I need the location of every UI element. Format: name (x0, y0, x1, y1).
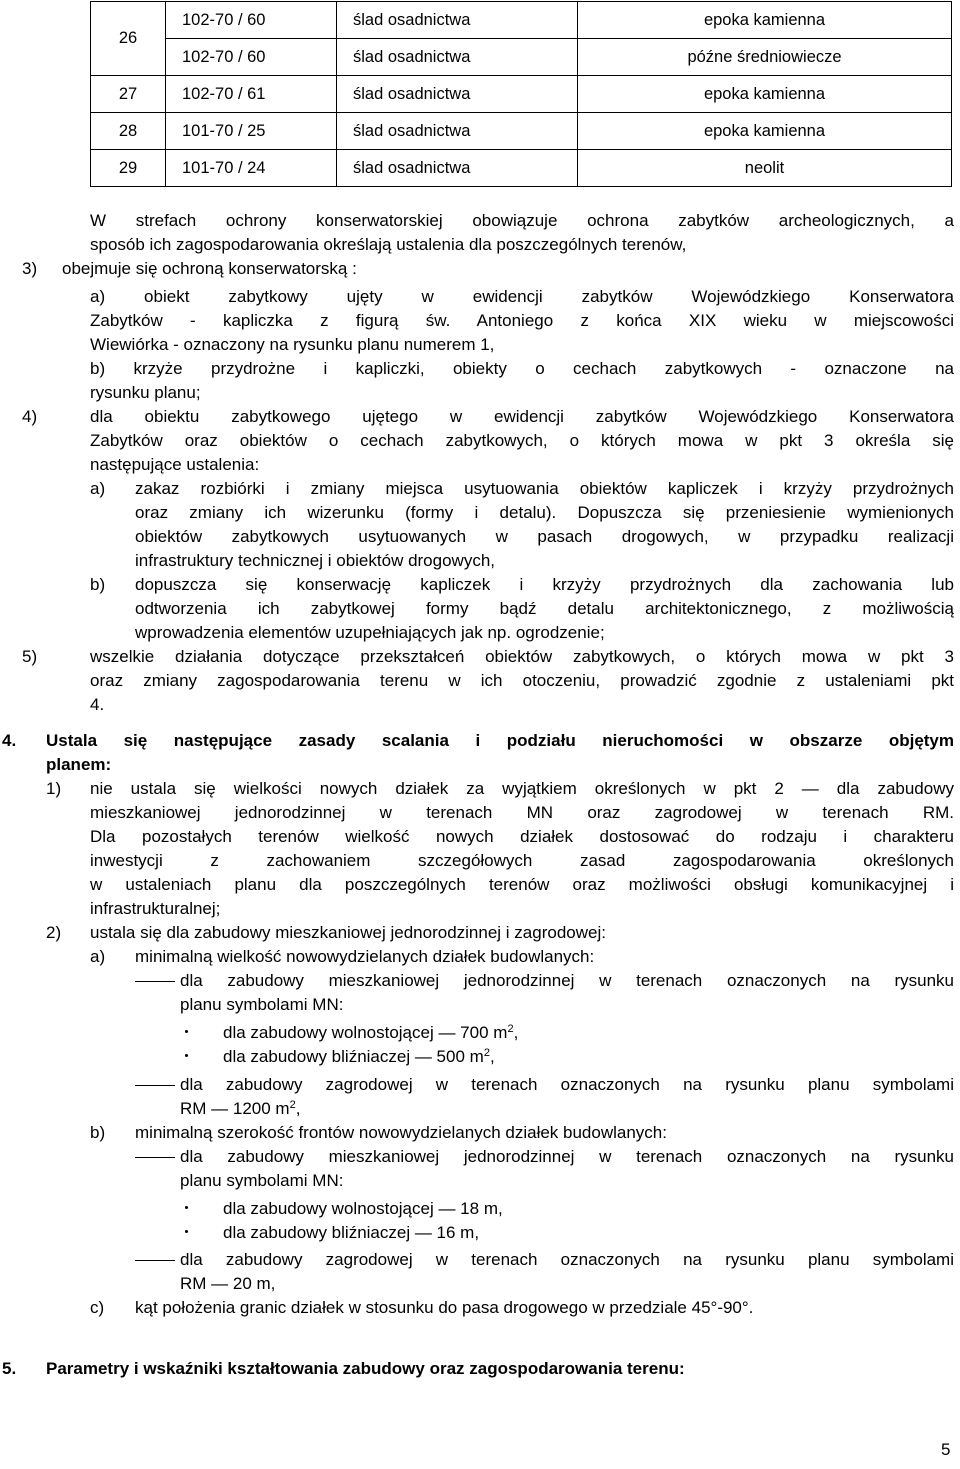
list-item-text: Zabytków oraz obiektów o cechach zabytkowych, o których mowa w pkt 3 określa się (90, 431, 954, 450)
site-ref-cell: 102-70 / 60 (166, 39, 337, 76)
list-item-text: kąt położenia granic działek w stosunku do pasa drogowego w przedziale 45°-90°. (135, 1298, 754, 1317)
list-item-text: ustala się dla zabudowy mieszkaniowej jednorodzinnej i zagrodowej: (90, 923, 606, 942)
table-row (91, 113, 952, 150)
site-epoch-cell: neolit (578, 150, 952, 187)
dash-bullet-icon (135, 1157, 175, 1158)
list-item-text: planu symbolami MN: (180, 995, 344, 1014)
list-item-text: dla zabudowy wolnostojącej — 18 m, (223, 1199, 503, 1218)
list-item-text: wprowadzenia elementów uzupełniających jak np. ogrodzenie; (135, 623, 605, 642)
bullet-text: RM — 1200 m (180, 1099, 290, 1118)
list-item-text: inwestycji z zachowaniem szczegółowych zasad zagospodarowania określonych (90, 851, 954, 870)
table-row (91, 39, 952, 76)
section-heading: Ustala się następujące zasady scalania i podziału nieruchomości w obszarze objętym (46, 731, 954, 750)
list-item-text: dla obiektu zabytkowego ujętego w ewidencji zabytków Wojewódzkiego Konserwatora (90, 407, 954, 426)
list-item-text (180, 1097, 300, 1121)
dash-bullet-icon (135, 1260, 175, 1261)
table-row (91, 76, 952, 113)
list-item-text: Zabytków - kapliczka z figurą św. Antoniego z końca XIX wieku w miejscowości (90, 311, 954, 330)
list-marker: c) (90, 1298, 105, 1317)
table-row (91, 150, 952, 187)
site-epoch-cell: późne średniowiecze (578, 39, 952, 76)
site-number-cell: 29 (91, 150, 166, 187)
list-item-text: Wiewiórka - oznaczony na rysunku planu numerem 1, (90, 335, 495, 354)
site-number-cell: 28 (91, 113, 166, 150)
list-item-text: dla zabudowy zagrodowej w terenach oznaczonych na rysunku planu symbolami (180, 1075, 954, 1094)
site-type-cell: ślad osadnictwa (337, 39, 578, 76)
bullet-text: dla zabudowy wolnostojącej — 700 m (223, 1023, 508, 1042)
section-heading: planem: (46, 755, 112, 774)
list-item-text: RM — 20 m, (180, 1274, 276, 1293)
list-item-text: planu symbolami MN: (180, 1171, 344, 1190)
dot-bullet-icon (185, 1230, 188, 1233)
site-ref-cell: 101-70 / 25 (166, 113, 337, 150)
list-item-text (223, 1045, 495, 1069)
list-item-text: minimalną wielkość nowowydzielanych działek budowlanych: (135, 947, 595, 966)
list-item-text: oraz zmiany ich wizerunku (formy i detalu). Dopuszcza się przeniesienie wymienionych (135, 503, 954, 522)
site-epoch-cell: epoka kamienna (578, 76, 952, 113)
list-marker: 3) (22, 259, 38, 278)
list-marker: b) (90, 1123, 106, 1142)
site-ref-cell: 101-70 / 24 (166, 150, 337, 187)
list-item-text: dla zabudowy bliźniaczej — 16 m, (223, 1223, 480, 1242)
site-type-cell: ślad osadnictwa (337, 113, 578, 150)
list-item-text: następujące ustalenia: (90, 455, 260, 474)
dash-bullet-icon (135, 1085, 175, 1086)
list-marker: 2) (46, 923, 62, 942)
site-ref-cell: 102-70 / 60 (166, 2, 337, 39)
site-epoch-cell: epoka kamienna (578, 113, 952, 150)
list-marker: 5) (22, 647, 38, 666)
dot-bullet-icon (185, 1054, 188, 1057)
list-item-text: mieszkaniowej jednorodzinnej w terenach MN oraz zagrodowej w terenach RM. (90, 803, 954, 822)
dot-bullet-icon (185, 1206, 188, 1209)
punctuation: , (295, 1099, 301, 1118)
superscript: 2 (289, 1099, 296, 1111)
list-item-text: oraz zmiany zagospodarowania terenu w ich otoczeniu, prowadzić zgodnie z ustaleniami pkt (90, 671, 954, 690)
section-heading: Parametry i wskaźniki kształtowania zabudowy oraz zagospodarowania terenu: (46, 1359, 685, 1378)
list-item-text: obiektów zabytkowych usytuowanych w pasach drogowych, w przypadku realizacji (135, 527, 954, 546)
dash-bullet-icon (135, 981, 175, 982)
section-number: 4. (2, 731, 17, 750)
list-item-text: odtworzenia ich zabytkowej formy bądź detalu architektonicznego, z możliwością (135, 599, 954, 618)
list-item-text: b) krzyże przydrożne i kapliczki, obiekty o cechach zabytkowych - oznaczone na (90, 359, 954, 378)
site-ref-cell: 102-70 / 61 (166, 76, 337, 113)
site-number-cell: 27 (91, 76, 166, 113)
list-item-text: w ustaleniach planu dla poszczególnych terenów oraz możliwości obsługi komunikacyjnej i (90, 875, 954, 894)
list-item-text: infrastruktury technicznej i obiektów drogowych, (135, 551, 495, 570)
list-item-text: wszelkie działania dotyczące przekształceń obiektów zabytkowych, o których mowa w pkt 3 (90, 647, 954, 666)
punctuation: , (513, 1023, 519, 1042)
list-marker: 1) (46, 779, 62, 798)
list-marker: 4) (22, 407, 38, 426)
list-item-text: a) obiekt zabytkowy ujęty w ewidencji zabytków Wojewódzkiego Konserwatora (90, 287, 954, 306)
site-type-cell: ślad osadnictwa (337, 76, 578, 113)
superscript: 2 (483, 1047, 490, 1059)
list-item-text: dopuszcza się konserwację kapliczek i krzyży przydrożnych dla zachowania lub (135, 575, 954, 594)
list-marker: a) (90, 947, 106, 966)
list-item-text: zakaz rozbiórki i zmiany miejsca usytuowania obiektów kapliczek i krzyży przydrożnych (135, 479, 954, 498)
bullet-text: dla zabudowy bliźniaczej — 500 m (223, 1047, 484, 1066)
punctuation: , (489, 1047, 495, 1066)
superscript: 2 (507, 1023, 514, 1035)
table-row (91, 2, 952, 39)
list-item-text: obejmuje się ochroną konserwatorską : (62, 259, 357, 278)
list-item-text: infrastrukturalnej; (90, 899, 221, 918)
list-item-text: Dla pozostałych terenów wielkość nowych działek dostosować do rodzaju i charakteru (90, 827, 954, 846)
site-epoch-cell: epoka kamienna (578, 2, 952, 39)
list-item-text: dla zabudowy mieszkaniowej jednorodzinnej w terenach oznaczonych na rysunku (180, 1147, 954, 1166)
list-marker: a) (90, 479, 106, 498)
list-item-text: dla zabudowy mieszkaniowej jednorodzinnej w terenach oznaczonych na rysunku (180, 971, 954, 990)
dot-bullet-icon (185, 1030, 188, 1033)
section-number: 5. (2, 1359, 17, 1378)
list-item-text: minimalną szerokość frontów nowowydzielanych działek budowlanych: (135, 1123, 667, 1142)
list-item-text: nie ustala się wielkości nowych działek za wyjątkiem określonych w pkt 2 — dla zabudowy (90, 779, 954, 798)
site-type-cell: ślad osadnictwa (337, 150, 578, 187)
list-item-text: rysunku planu; (90, 383, 201, 402)
site-number-cell: 26 (91, 2, 166, 76)
list-item-text: dla zabudowy zagrodowej w terenach oznaczonych na rysunku planu symbolami (180, 1250, 954, 1269)
archaeological-sites-table (90, 1, 952, 187)
list-item-text (223, 1021, 518, 1045)
list-marker: b) (90, 575, 106, 594)
paragraph-line: W strefach ochrony konserwatorskiej obowiązuje ochrona zabytków archeologicznych, a (90, 211, 954, 230)
paragraph-line: sposób ich zagospodarowania określają ustalenia dla poszczególnych terenów, (90, 235, 687, 254)
page-number: 5 (941, 1440, 951, 1459)
site-type-cell: ślad osadnictwa (337, 2, 578, 39)
list-item-text: 4. (90, 695, 105, 714)
